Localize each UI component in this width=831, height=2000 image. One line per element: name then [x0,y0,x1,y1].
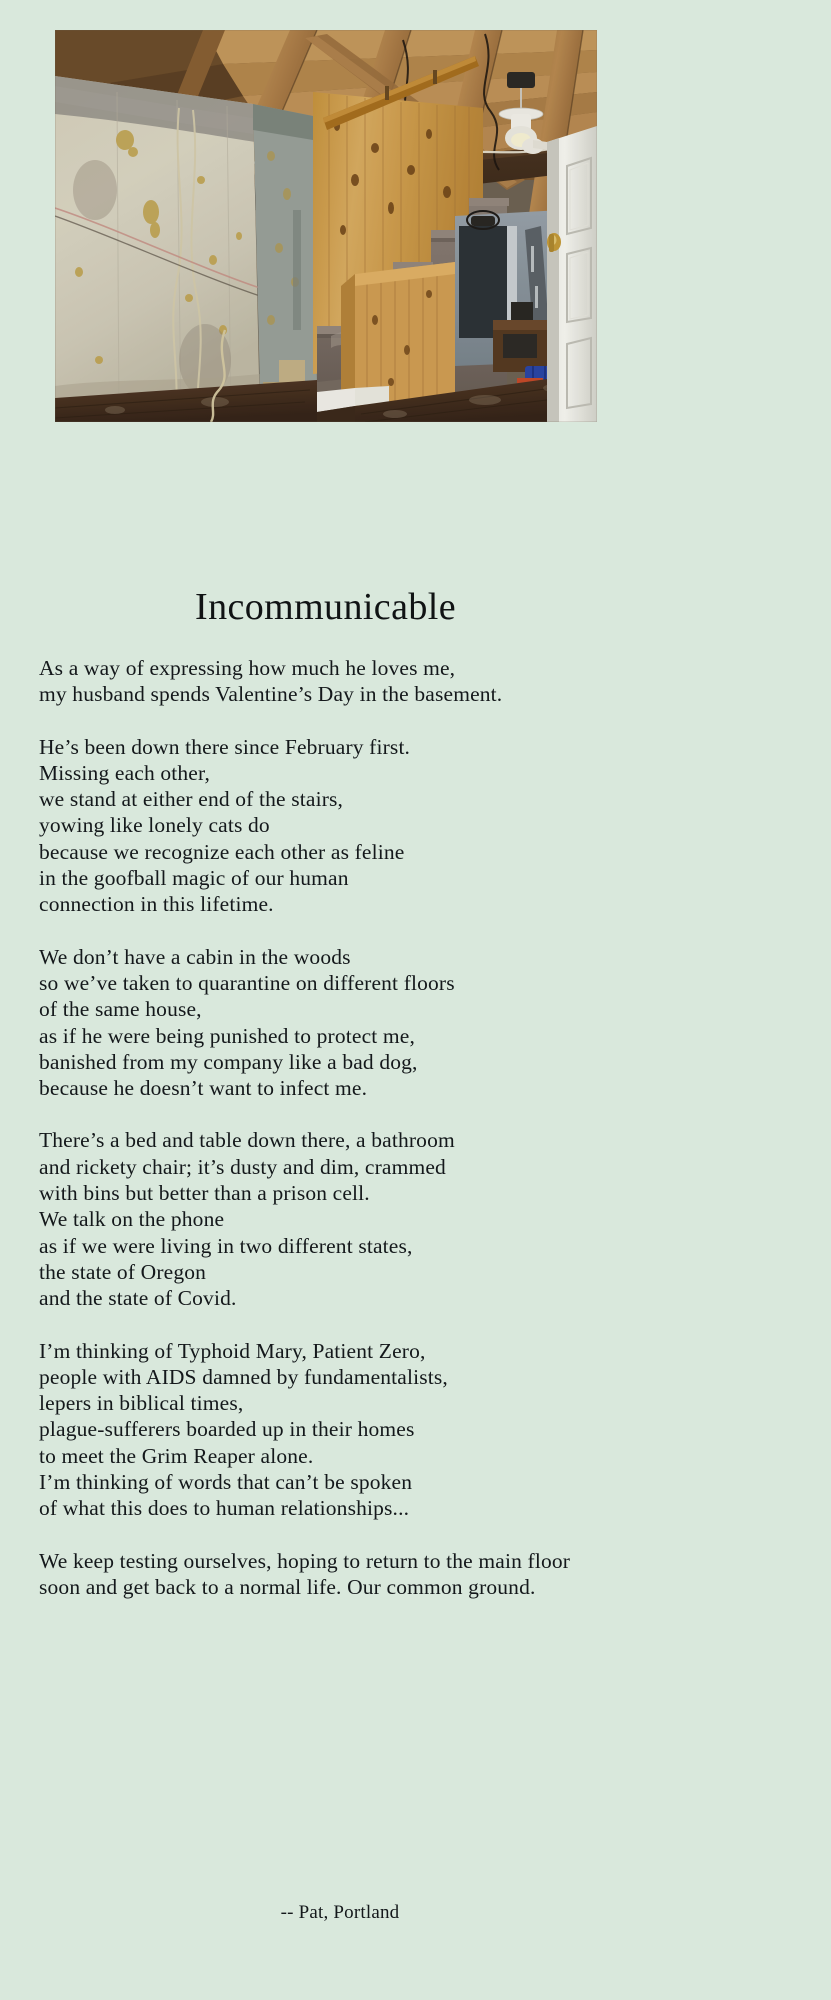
page-title: Incommunicable [195,586,456,629]
poem-line: He’s been down there since February first. [39,734,411,759]
poem-line: as if he were being punished to protect me, [39,1023,416,1048]
poem-line: in the goofball magic of our human [39,866,349,891]
stanza [39,1338,799,1522]
poem-line: with bins but better than a prison cell. [39,1181,370,1206]
stanza [39,1548,799,1601]
stanza [39,1127,799,1311]
poem-line: plague-sufferers boarded up in their homes [39,1417,415,1442]
poem-line: to meet the Grim Reaper alone. [39,1443,314,1468]
poem-signature: -- Pat, Portland [280,1902,400,1923]
poem-line: banished from my company like a bad dog, [39,1049,418,1074]
poem-line: so we’ve taken to quarantine on different floors [39,970,455,995]
poem-line: lepers in biblical times, [39,1391,244,1416]
stanza [39,655,799,708]
basement-photo [55,30,597,422]
poem-line: We keep testing ourselves, hoping to return to the main floor [39,1548,571,1573]
poem-line: As a way of expressing how much he loves me, [39,656,456,680]
poem-line: I’m thinking of words that can’t be spoken [39,1470,413,1495]
basement-photo-image [55,30,597,422]
poem-line: and rickety chair; it’s dusty and dim, crammed [39,1154,446,1179]
poem-line: Missing each other, [39,760,210,785]
poem-line: We don’t have a cabin in the woods [39,944,351,969]
poem-line: my husband spends Valentine’s Day in the basement. [39,682,503,707]
poem-line: because he doesn’t want to infect me. [39,1076,368,1101]
stanza [39,944,799,1102]
poem-line: of what this does to human relationships... [39,1496,410,1521]
poem-line: connection in this lifetime. [39,892,274,917]
stanza [39,734,799,918]
poem-line: I’m thinking of Typhoid Mary, Patient Zero, [39,1338,426,1363]
poem-line: There’s a bed and table down there, a bathroom [39,1128,455,1153]
poem-line: soon and get back to a normal life. Our common ground. [39,1574,536,1599]
poem-line: people with AIDS damned by fundamentalists, [39,1364,448,1389]
poem-line: the state of Oregon [39,1259,207,1284]
poem-line: because we recognize each other as feline [39,839,405,864]
poem-body [39,655,799,1626]
poem-line: We talk on the phone [39,1207,225,1232]
poem-line: as if we were living in two different states, [39,1233,413,1258]
poem-line: of the same house, [39,997,202,1022]
poem-line: and the state of Covid. [39,1286,237,1311]
poem-line: yowing like lonely cats do [39,813,270,838]
poem-line: we stand at either end of the stairs, [39,787,344,812]
